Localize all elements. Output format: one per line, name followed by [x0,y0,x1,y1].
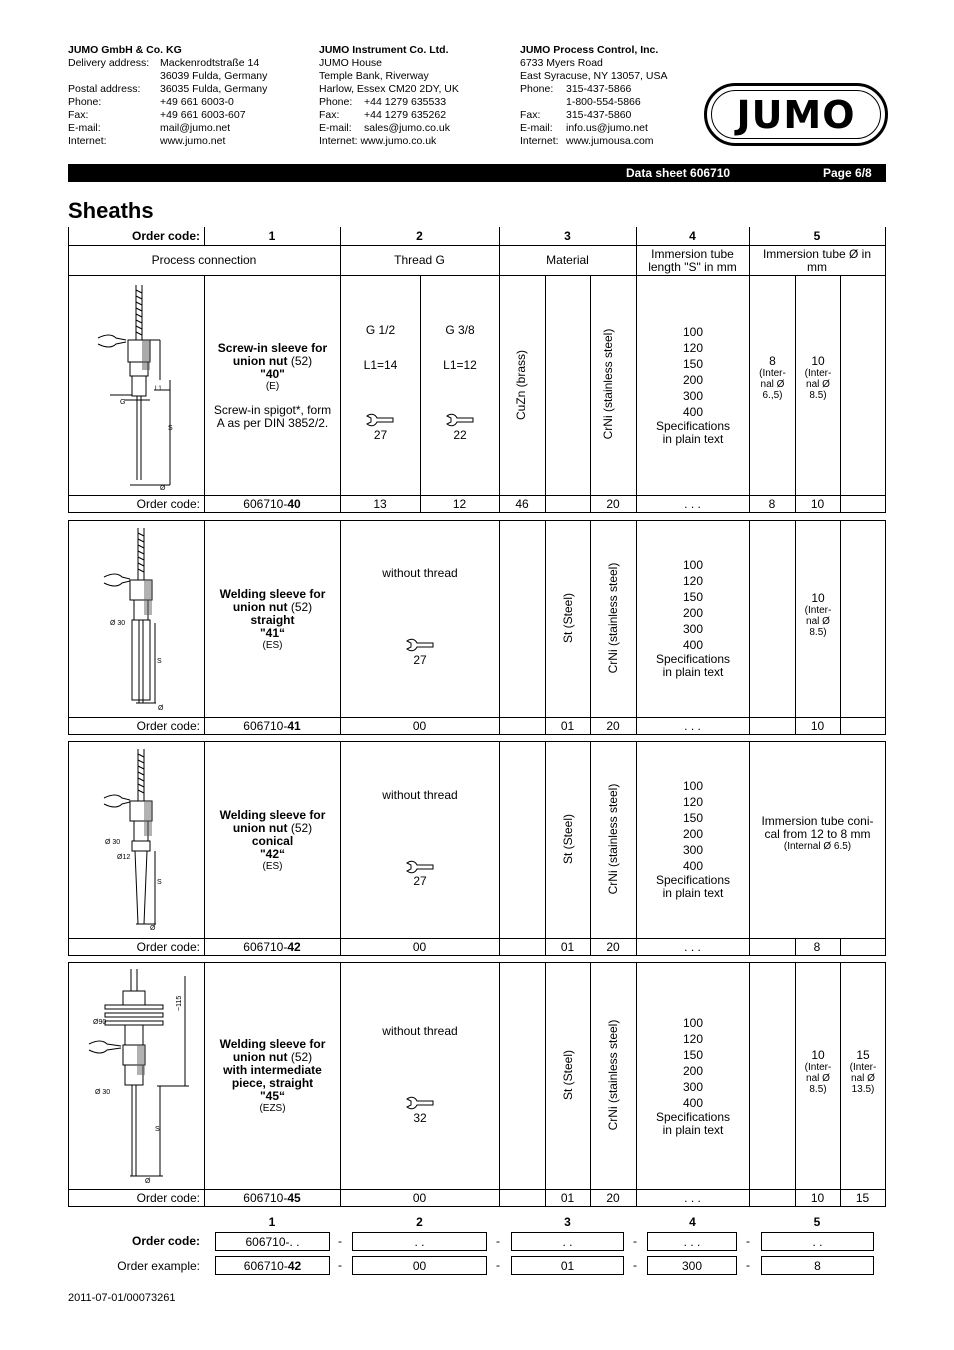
oc-prefix: 606710- [243,1190,288,1205]
lengths-list [637,1011,749,1141]
label-s: S [155,1126,160,1133]
label-l1: L1 [155,386,162,392]
code-10: 10 [810,496,825,511]
order-code-row-label: Order code: [136,496,200,511]
company-name: JUMO Instrument Co. Ltd. [319,44,449,56]
process-connection-header: Process connection [151,253,257,267]
length-spec: in plain text [662,665,724,679]
without-thread: without thread [382,565,458,580]
desc-line: Welding sleeve for [219,1037,326,1051]
oc-prefix: 606710- [243,939,288,954]
desc-line: straight [250,612,295,627]
order-code-label: Order code: [131,228,200,243]
label-dia: Ø [158,705,164,712]
code-8: 8 [768,496,776,511]
addr-label: Postal address: [68,83,141,95]
wrench-size-22: 22 [453,427,467,442]
addr-value: 315-437-5860 [566,109,632,121]
wrench-size: 27 [413,652,427,667]
length-value: 120 [682,1032,704,1046]
code-15: 15 [855,1190,870,1205]
col-1: 1 [268,228,276,243]
col-4: 4 [689,1214,696,1229]
order-code-45 [204,1190,340,1206]
addr-label: Delivery address: [68,57,150,69]
addr-value: Mackenrodtstraße 14 [160,57,260,69]
type-abbr: (E) [265,380,280,392]
label-d30: Ø 30 [95,1089,111,1096]
label-d30: Ø 30 [110,620,126,627]
addr-value: info.us@jumo.net [566,122,648,134]
material-st: St (Steel) [561,593,575,644]
desc-line: piece, straight [231,1076,314,1090]
diameter-10 [796,592,840,652]
addr-value: +44 1279 635533 [364,96,447,108]
code-8: 8 [813,939,821,954]
diameter-15 [841,1049,885,1109]
order-code-row-label: Order code: [136,718,200,733]
desc-extra: Screw-in spigot*, form A as per DIN 3852/2. [213,402,332,430]
col-3: 3 [564,228,571,243]
length-value: 200 [682,373,704,387]
label-dia: Ø [160,485,166,492]
welding-sleeve-conical-description [205,742,340,938]
col-3: 3 [564,1214,571,1229]
length-value: 120 [682,341,704,355]
code-13: 13 [373,496,387,511]
desc-number: (52) [287,1050,313,1064]
type-code: "41“ [259,625,286,640]
lengths-list [637,320,749,450]
screw-in-sleeve-drawing [90,280,200,492]
addr-line: East Syracuse, NY 13057, USA [520,70,668,82]
addr-label: E-mail: [520,122,553,134]
addr-line: Temple Bank, Riverway [319,70,429,82]
addr-value: +49 661 6003-0 [160,96,234,108]
diameter-8 [750,355,795,415]
material-crni: CrNi (stainless steel) [606,783,620,895]
length-spec: in plain text [662,1123,724,1137]
welding-sleeve-conical-drawing [100,746,200,936]
thread-g-3-8: G 3/8 [445,322,475,337]
example-prefix: 606710- [243,1258,288,1273]
length-value: 100 [682,558,704,572]
length-value: 150 [682,811,704,825]
length-value: 100 [682,1016,704,1030]
thread-header: Thread G [394,253,445,267]
length-value: 400 [682,859,704,873]
length-value: 300 [682,389,704,403]
dash: - [338,1258,342,1272]
conical-diameter [750,815,885,865]
material-header: Material [546,253,589,267]
logo-text: JUMO [736,92,856,137]
diameter-10 [796,1049,840,1109]
without-thread: without thread [382,1023,458,1038]
addr-line: 6733 Myers Road [520,57,603,69]
code-00: 00 [412,718,427,733]
type-code: "45“ [259,1089,286,1103]
desc-line: with intermediate [223,1063,322,1077]
addr-label: E-mail: [319,122,352,134]
wrench-size: 32 [413,1110,427,1125]
page-title: Sheaths [68,198,154,223]
code-10: 10 [810,718,825,733]
label-dia: Ø [150,925,156,932]
addr-value: +49 661 6003-607 [160,109,246,121]
code-01: 01 [560,939,575,954]
type-abbr: (EZS) [259,1103,286,1114]
type-code: "40" [260,366,285,381]
addr-label: E-mail: [68,122,101,134]
length-value: 100 [682,325,704,339]
material-crni: CrNi (stainless steel) [606,562,620,674]
order-code-42 [204,939,340,955]
code-01: 01 [560,718,575,733]
desc-line: union nut [232,1050,288,1064]
length-value: 150 [682,357,704,371]
diameter-text: Immersion tube coni- [761,814,874,828]
col-1: 1 [268,1214,276,1229]
length-value: 300 [682,1080,704,1094]
addr-label: Fax: [520,109,541,121]
col-2: 2 [416,1214,423,1229]
desc-line: union nut [232,820,288,835]
jumo-logo [704,83,888,146]
label-s: S [157,658,162,665]
desc-number: (52) [287,599,313,614]
code-12: 12 [452,496,467,511]
length-value: 400 [682,405,704,419]
order-code-40 [204,496,340,512]
code-46: 46 [515,496,529,511]
dash: - [496,1234,500,1248]
order-example-box-1 [215,1256,330,1275]
welding-sleeve-intermediate-description [205,963,340,1189]
example-suffix: 42 [287,1258,302,1273]
welding-sleeve-straight-description [205,521,340,717]
diameter-text: cal from 12 to 8 mm [764,827,871,841]
length-spec: Specifications [655,873,731,887]
length-value: 400 [682,1096,704,1110]
dash: - [633,1258,637,1272]
code-20: 20 [606,1190,620,1205]
lengths-list [637,774,749,904]
addr-label: Phone: [520,83,554,95]
code-length: . . . [684,496,701,511]
screw-in-sleeve-description [205,276,340,495]
l1-12: L1=12 [443,357,477,372]
length-spec: Specifications [655,1110,731,1124]
code-10: 10 [810,1190,825,1205]
length-value: 200 [682,1064,704,1078]
col-5: 5 [813,1214,821,1229]
datasheet-number: Data sheet 606710 [626,166,731,180]
without-thread: without thread [382,787,458,802]
length-spec: in plain text [662,886,724,900]
code-00: 00 [412,939,427,954]
type-abbr: (ES) [262,860,283,872]
addr-label: Internet: [68,135,107,147]
addr-value: +44 1279 635262 [364,109,447,121]
wrench-size: 27 [413,873,427,888]
addr-label: Phone: [68,96,102,108]
oc-suffix: 42 [287,939,301,954]
diameter-note: (Internal Ø 6.5) [783,841,852,852]
oc-suffix: 41 [287,718,301,733]
label-d12: Ø12 [117,854,131,861]
length-spec: in plain text [662,432,724,446]
material-cuzn: CuZn (brass) [514,350,528,421]
immersion-length-header: Immersion tube length "S" in mm [648,246,737,274]
order-example-label: Order example: [117,1258,200,1273]
diameter-value: 15 [856,1048,870,1062]
page-number: Page 6/8 [823,166,872,180]
addr-label: Fax: [68,109,89,121]
material-crni: CrNi (stainless steel) [601,328,615,440]
lengths-list [637,553,749,683]
address-jumo-usa [520,44,667,148]
label-s: S [157,879,162,886]
order-code-41 [204,718,340,734]
desc-line: union nut [232,599,288,614]
addr-value: mail@jumo.net [160,122,231,134]
dash: - [746,1258,750,1272]
order-code-row-label: Order code: [136,939,200,954]
dash: - [633,1234,637,1248]
oc-suffix: 40 [287,496,301,511]
desc-number: (52) [287,820,313,835]
order-example-box-5: 8 [761,1256,874,1275]
company-name: JUMO Process Control, Inc. [520,44,659,56]
type-code: "42“ [259,846,286,861]
addr-value: www.jumo.net [160,135,226,147]
order-example-box-3: 01 [511,1256,624,1275]
code-00: 00 [412,1190,427,1205]
order-code-label: Order code: [131,1233,200,1248]
welding-sleeve-intermediate-drawing [85,966,200,1188]
desc-line: union nut [232,353,288,368]
diameter-value: 10 [811,1048,825,1062]
order-example-box-4: 300 [647,1256,737,1275]
length-value: 120 [682,574,704,588]
oc-suffix: 45 [287,1190,301,1205]
desc-line: Screw-in sleeve for [217,340,328,355]
col-4: 4 [689,228,696,243]
wrench-size-27: 27 [373,427,388,442]
label-d30: Ø 30 [105,839,121,846]
code-length: . . . [684,1190,701,1205]
length-value: 200 [682,827,704,841]
diameter-note: (Inter-nal Ø 13.5) [849,1062,877,1095]
diameter-value: 10 [811,591,825,605]
dash: - [496,1258,500,1272]
l1-14: L1=14 [363,357,398,372]
label-s: S [168,425,173,432]
col-2: 2 [416,228,423,243]
dash: - [746,1234,750,1248]
order-code-box-3[interactable]: . . [511,1232,624,1251]
diameter-note: (Inter-nal Ø 8.5) [804,605,832,638]
code-01: 01 [560,1190,575,1205]
length-spec: Specifications [655,652,731,666]
order-example-box-2: 00 [352,1256,487,1275]
material-st: St (Steel) [561,814,575,865]
order-code-row-label: Order code: [136,1190,200,1205]
length-value: 200 [682,606,704,620]
desc-number: (52) [287,353,313,368]
addr-value: 36039 Fulda, Germany [160,70,268,82]
diameter-value: 10 [811,354,825,368]
addr-value: 1-800-554-5866 [566,96,641,108]
oc-prefix: 606710- [243,718,288,733]
order-code-box-5[interactable]: . . [761,1232,874,1251]
immersion-diameter-header: Immersion tube Ø in mm [762,246,872,274]
welding-sleeve-straight-drawing [100,525,200,715]
diameter-value: 8 [769,354,776,368]
desc-line: Welding sleeve for [219,807,326,822]
desc-line: conical [251,833,294,848]
addr-line: JUMO House [319,57,383,69]
length-value: 120 [682,795,704,809]
diameter-note: (Inter-nal Ø 8.5) [804,1062,832,1095]
document-footer: 2011-07-01/00073261 [68,1292,176,1304]
code-20: 20 [606,718,620,733]
length-value: 100 [682,779,704,793]
code-20: 20 [606,939,620,954]
col-5: 5 [813,228,821,243]
company-name: JUMO GmbH & Co. KG [68,44,182,56]
material-crni: CrNi (stainless steel) [606,1019,620,1131]
addr-line: Internet: www.jumo.co.uk [319,135,437,147]
addr-label: Fax: [319,109,340,121]
label-115: ~115 [176,995,183,1011]
dash: - [338,1234,342,1248]
addr-label: Phone: [319,96,353,108]
diameter-note: (Inter-nal Ø 6.,5) [759,368,786,401]
addr-value: www.jumousa.com [566,135,654,147]
addr-value: 36035 Fulda, Germany [160,83,268,95]
length-value: 150 [682,1048,704,1062]
label-dia: Ø [145,1178,151,1185]
label-g: G [120,399,126,406]
oc-prefix: 606710- [243,496,288,511]
code-length: . . . [684,718,701,733]
code-20: 20 [606,496,620,511]
addr-value: sales@jumo.co.uk [364,122,450,134]
length-value: 300 [682,843,704,857]
addr-line: Harlow, Essex CM20 2DY, UK [319,83,459,95]
order-code-box-4[interactable]: . . . [647,1232,737,1251]
thread-g-half: G 1/2 [365,322,396,337]
header-bar [68,164,886,182]
order-code-box-2[interactable]: . . [352,1232,487,1251]
length-value: 150 [682,590,704,604]
length-value: 400 [682,638,704,652]
diameter-note: (Inter-nal Ø 8.5) [804,368,832,401]
desc-line: Welding sleeve for [219,586,326,601]
diameter-10 [796,355,840,415]
address-jumo-gmbh [68,44,267,148]
addr-value: 315-437-5866 [566,83,632,95]
material-st: St (Steel) [561,1050,575,1101]
length-spec: Specifications [655,419,731,433]
address-jumo-uk [319,44,459,148]
code-length: . . . [684,939,701,954]
order-code-box-1[interactable]: 606710-. . [215,1232,330,1251]
length-value: 300 [682,622,704,636]
label-d90: Ø90 [93,1019,107,1026]
type-abbr: (ES) [262,639,283,651]
addr-label: Internet: [520,135,559,147]
